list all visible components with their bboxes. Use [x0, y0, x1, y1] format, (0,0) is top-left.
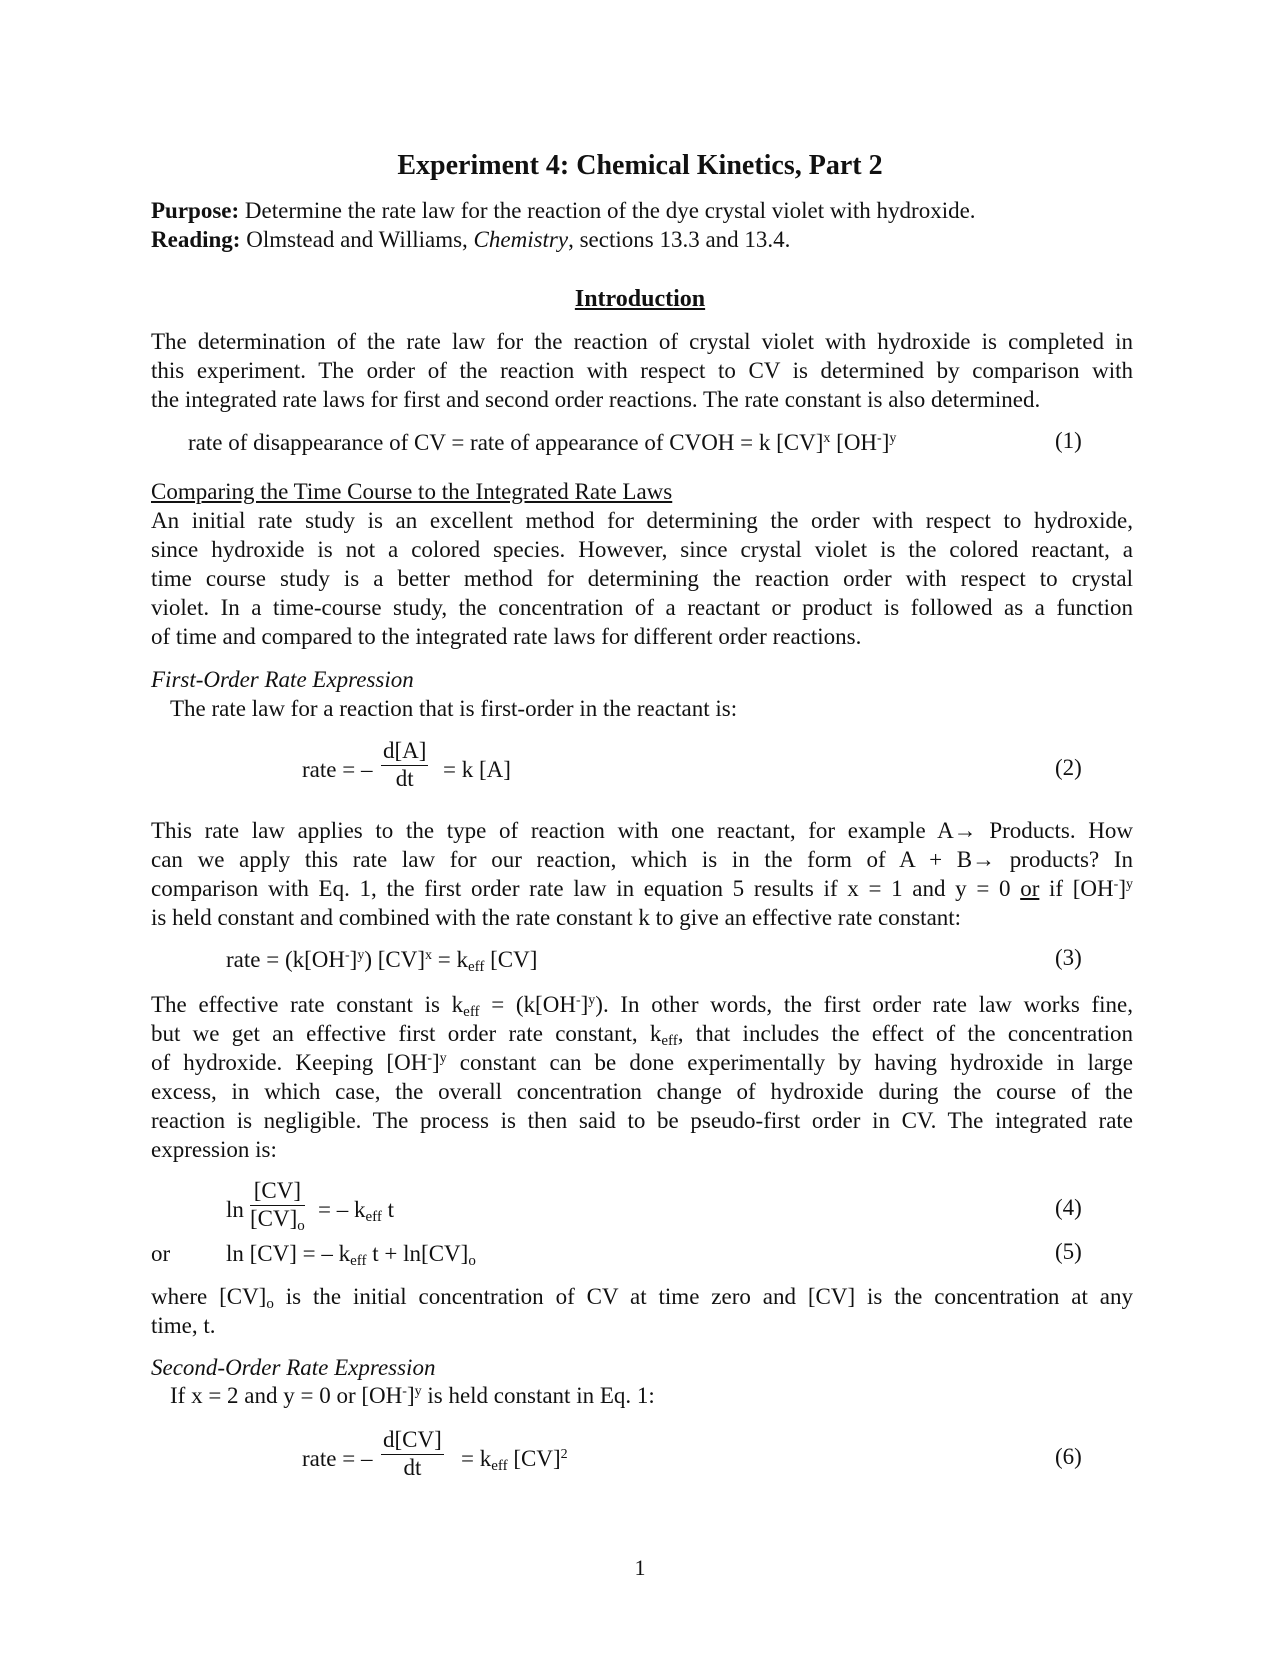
subscript-eff: eff [463, 1004, 480, 1020]
eq3-text: rate = (k[OH [226, 947, 345, 972]
paragraph-line: violet. In a time-course study, the concentration of a reactant or product is followed as a function [151, 595, 1133, 620]
exponent-y: y [439, 1051, 447, 1066]
section-heading: Comparing the Time Course to the Integrated Rate Laws [151, 479, 673, 504]
eq4-subscript-eff: eff [365, 1209, 382, 1225]
paragraph-line [151, 1019, 1133, 1048]
exponent-y: y [588, 993, 596, 1008]
charge: - [575, 993, 581, 1008]
charge: - [1113, 877, 1119, 892]
equation-3-number: (3) [1055, 945, 1082, 970]
eq6-numerator: d[CV] [381, 1427, 444, 1455]
eq4-right [318, 1195, 394, 1224]
paragraph-line: This rate law applies to the type of reaction with one reactant, for example A→ Products. How [151, 818, 1133, 843]
equation-4-number: (4) [1055, 1195, 1082, 1220]
charge: - [402, 1384, 407, 1399]
eq4-denominator [250, 1206, 305, 1232]
reading-text-end: , sections 13.3 and 13.4. [568, 227, 791, 252]
eq1-text: ] [881, 430, 890, 455]
first-order-heading-text: First-Order Rate Expression [151, 667, 414, 692]
paragraph-line [151, 1282, 1133, 1311]
eq5-text: t + ln[CV] [366, 1241, 469, 1266]
purpose-line [151, 196, 976, 225]
line-text: is held constant in Eq. 1: [421, 1383, 655, 1408]
where-paragraph [151, 1282, 1133, 1340]
eq3-text: = k [432, 947, 468, 972]
equation-6-number: (6) [1055, 1444, 1082, 1469]
eq2-numerator: d[A] [381, 738, 428, 766]
intro-line: the integrated rate laws for first and second order reactions. The rate constant is also determined. [151, 387, 1041, 412]
eq1-text: rate of disappearance of CV = rate of appearance of CVOH = k [CV] [188, 430, 824, 455]
line-text: , that includes the effect of the concentration [677, 1021, 1133, 1046]
second-order-intro [170, 1381, 655, 1410]
paragraph-line: expression is: [151, 1137, 277, 1162]
paragraph-line: An initial rate study is an excellent method for determining the order with respect to hydroxide, [151, 508, 1133, 533]
paragraph-line: time, t. [151, 1313, 216, 1338]
line-text: of hydroxide. Keeping [OH [151, 1050, 428, 1075]
subscript-o: o [266, 1296, 274, 1312]
apply-paragraph [151, 816, 1133, 932]
line-text: is the initial concentration of CV at time zero and [CV] is the concentration at any [273, 1284, 1133, 1309]
eq3-text: ] [349, 947, 358, 972]
equation-1 [188, 428, 896, 457]
eq2-right: = k [A] [443, 757, 511, 782]
exponent-y: y [414, 1384, 422, 1399]
intro-line: this experiment. The order of the reaction with respect to CV is determined by comparison with [151, 358, 1133, 383]
paragraph-line [151, 1048, 1133, 1077]
eq3-subscript-eff: eff [468, 959, 485, 975]
eq5-text: ln [CV] = – k [226, 1241, 351, 1266]
eq1-charge: - [877, 431, 882, 446]
line-text: The effective rate constant is k [151, 992, 464, 1017]
eq6-exponent-2: 2 [560, 1447, 568, 1462]
purpose-text: Determine the rate law for the reaction of the dye crystal violet with hydroxide. [239, 198, 976, 223]
time-course-paragraph [151, 506, 1133, 651]
paragraph-line: is held constant and combined with the rate constant k to give an effective rate constant: [151, 905, 962, 930]
eq6-text: = k [461, 1446, 492, 1471]
eq6-subscript-eff: eff [491, 1458, 508, 1474]
paragraph-line [151, 874, 1133, 903]
eq4-fraction [250, 1178, 305, 1232]
line-text: If x = 2 and y = 0 or [OH [170, 1383, 403, 1408]
equation-5-number: (5) [1055, 1239, 1082, 1264]
intro-paragraph [151, 327, 1133, 414]
eq4-denominator-text: [CV] [250, 1206, 298, 1231]
page-number: 1 [634, 1555, 646, 1580]
eq4-subscript-o: o [297, 1218, 305, 1234]
underlined-or: or [1020, 876, 1040, 901]
equation-5 [226, 1239, 476, 1268]
paragraph-line: can we apply this rate law for our reaction, which is in the form of A + B→ products? In [151, 847, 1133, 872]
equation-3 [226, 945, 537, 974]
reading-line [151, 225, 790, 254]
eq1-exponent-x: x [823, 431, 831, 446]
line-text: ] [580, 992, 589, 1017]
paragraph-line [151, 990, 1133, 1019]
page-title: Experiment 4: Chemical Kinetics, Part 2 [397, 150, 883, 181]
eq1-exponent-y: y [889, 431, 897, 446]
first-order-heading [151, 665, 414, 694]
reading-label: Reading: [151, 227, 241, 252]
eq4-text: t [381, 1197, 395, 1222]
paragraph-line: since hydroxide is not a colored species. However, since crystal violet is the colored reactant, a [151, 537, 1133, 562]
purpose-label: Purpose: [151, 198, 240, 223]
eq2-left: rate = – [302, 757, 373, 782]
eq6-left: rate = – [302, 1446, 373, 1471]
eq2-fraction [381, 738, 428, 792]
eq1-text: [OH [830, 430, 878, 455]
eq5-or: or [151, 1241, 171, 1266]
line-text: comparison with Eq. 1, the first order rate law in equation 5 results if x = 1 and y = 0 [151, 876, 1021, 901]
second-order-heading [151, 1353, 435, 1382]
line-text: ] [406, 1383, 415, 1408]
charge: - [427, 1051, 432, 1066]
second-order-heading-text: Second-Order Rate Expression [151, 1355, 436, 1380]
equation-2-number: (2) [1055, 755, 1082, 780]
subscript-eff: eff [661, 1033, 678, 1049]
eq3-exponent-y: y [357, 948, 365, 963]
line-text: ] [1118, 876, 1126, 901]
eq3-text: ) [CV] [364, 947, 426, 972]
equation-1-number: (1) [1055, 428, 1082, 453]
line-text: = (k[OH [479, 992, 576, 1017]
introduction-heading: Introduction [574, 286, 706, 312]
line-text: constant can be done experimentally by having hydroxide in large [446, 1050, 1133, 1075]
line-text: where [CV] [151, 1284, 267, 1309]
eq3-text: [CV] [484, 947, 538, 972]
paragraph-line: time course study is a better method for determining the reaction order with respect to crystal [151, 566, 1133, 591]
line-text: ] [431, 1050, 440, 1075]
reading-book-title: Chemistry [473, 227, 569, 252]
paragraph-line: of time and compared to the integrated rate laws for different order reactions. [151, 624, 862, 649]
eq4-ln: ln [226, 1197, 244, 1222]
eq5-subscript-eff: eff [350, 1253, 367, 1269]
line-text: if [OH [1039, 876, 1114, 901]
intro-line: The determination of the rate law for the reaction of crystal violet with hydroxide is completed in [151, 329, 1133, 354]
eq4-text: = – k [318, 1197, 366, 1222]
line-text: but we get an effective first order rate constant, k [151, 1021, 662, 1046]
eq3-exponent-x: x [425, 948, 433, 963]
line-text: ). In other words, the first order rate law works fine, [595, 992, 1134, 1017]
exponent-y: y [1126, 877, 1133, 892]
eq6-right [461, 1444, 568, 1473]
effective-rate-paragraph [151, 990, 1133, 1164]
eq5-subscript-o: o [468, 1253, 476, 1269]
paragraph-line: reaction is negligible. The process is then said to be pseudo-first order in CV. The integrated rate [151, 1108, 1133, 1133]
paragraph-line: excess, in which case, the overall concentration change of hydroxide during the course of the [151, 1079, 1133, 1104]
eq4-numerator: [CV] [250, 1178, 305, 1206]
first-order-intro: The rate law for a reaction that is first-order in the reactant is: [170, 696, 738, 721]
reading-text: Olmstead and Williams, [240, 227, 474, 252]
eq3-charge: - [344, 948, 350, 963]
eq2-denominator: dt [395, 766, 414, 791]
eq6-denominator: dt [403, 1455, 422, 1480]
eq6-text: [CV] [507, 1446, 561, 1471]
eq6-fraction [381, 1427, 444, 1481]
